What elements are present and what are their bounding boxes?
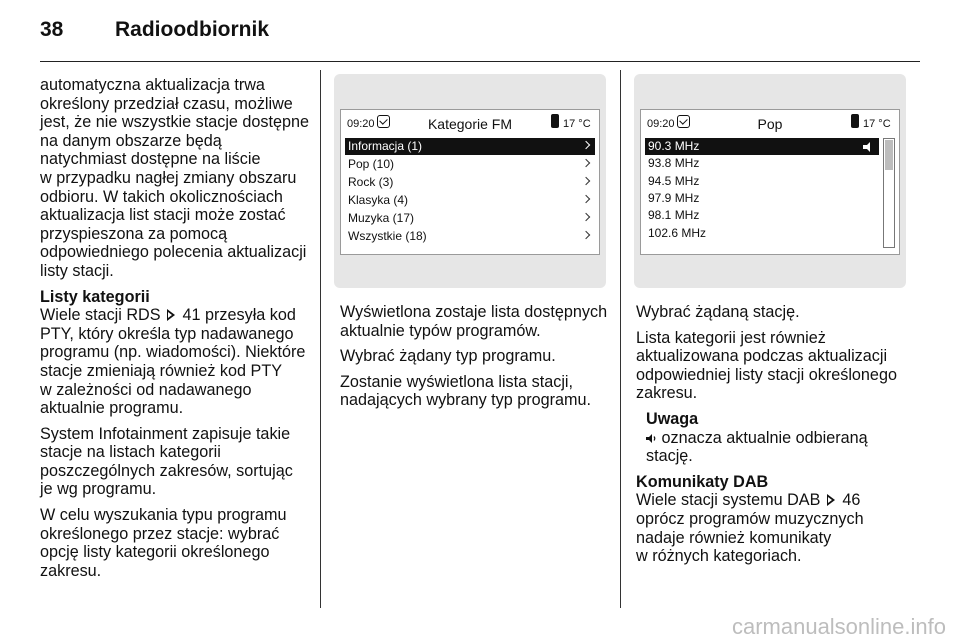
chevron-right-icon: [582, 231, 590, 239]
chevron-right-icon: [582, 177, 590, 185]
speaker-icon: [646, 433, 657, 444]
screen-title: Kategorie FM: [427, 116, 513, 132]
chevron-right-icon: [582, 159, 590, 167]
status-bar: [341, 110, 599, 136]
temperature: 17 °C: [563, 118, 591, 130]
radio-display-pop-stations: [640, 109, 900, 255]
scrollbar[interactable]: [883, 138, 895, 248]
list-item[interactable]: Klasyka (4): [345, 192, 595, 209]
page-reference-arrow-icon: [167, 309, 176, 321]
header-rule: [40, 61, 920, 62]
note-box: Uwaga oznacza aktualnie odbieraną stację.: [636, 410, 916, 466]
list-item[interactable]: Rock (3): [345, 174, 595, 191]
status-bar: [641, 110, 899, 136]
column-1: [40, 76, 312, 587]
temperature: 17 °C: [863, 118, 891, 130]
list-item[interactable]: 102.6 MHz: [648, 226, 707, 240]
column-3: Wybrać żądaną stację. Lista kategorii jest również aktualizowana podczas aktualizacji odpowiedniej listy stacji określonego zakresu. Uwaga oznacza aktualnie odbieraną stację. Komunikaty DAB Wiele stacji systemu DAB 46 oprócz programów muzycznych nadaje również komunikaty w różnych kategoriach.: [636, 303, 916, 573]
list-item[interactable]: 93.8 MHz: [648, 156, 700, 170]
paragraph-category-lists: Listy kategorii Wiele stacji RDS 41 przesyła kod PTY, który określa typ nadawanego programu (np. wiadomości). Niektóre stacje zmieniają również kod PTY w zależności od nadawanego aktualnie programu.: [40, 288, 312, 418]
thermometer-icon: [851, 114, 859, 128]
column-divider-2: [620, 70, 621, 608]
heading-dab-messages: Komunikaty DAB: [636, 472, 769, 491]
scrollbar-thumb[interactable]: [885, 140, 893, 170]
clock: 09:20: [347, 118, 375, 130]
chevron-right-icon: [582, 141, 590, 149]
list-item[interactable]: 90.3 MHz: [645, 138, 879, 155]
list-item[interactable]: Pop (10): [345, 156, 595, 173]
page-number: 38: [40, 18, 64, 41]
list-item[interactable]: Informacja (1): [345, 138, 595, 155]
page-reference-link[interactable]: 41 przesyła kod: [182, 306, 296, 325]
screen-image-pop-stations: [634, 74, 906, 288]
section-title: Radioodbiornik: [115, 18, 269, 41]
speaker-icon: [863, 142, 873, 152]
chevron-right-icon: [582, 213, 590, 221]
list-item[interactable]: 94.5 MHz: [648, 174, 700, 188]
paragraph-search-program: W celu wyszukania typu programu określonego przez stacje: wybrać opcję listy kategorii określonego zakresu.: [40, 506, 287, 580]
radio-display-fm-categories: [340, 109, 600, 255]
screen-title: Pop: [757, 116, 783, 132]
note-heading: Uwaga: [646, 409, 699, 428]
column-2: Wyświetlona zostaje lista dostępnych aktualnie typów programów. Wybrać żądany typ programu. Zostanie wyświetlona lista stacji, nadających wybrany typ programu.: [340, 303, 608, 410]
watermark: carmanualsonline.info: [731, 614, 946, 639]
list-item[interactable]: 97.9 MHz: [648, 191, 700, 205]
page-reference-link[interactable]: 46: [842, 491, 861, 510]
chevron-right-icon: [582, 195, 590, 203]
clock: 09:20: [647, 118, 675, 130]
list-item[interactable]: Wszystkie (18): [345, 228, 595, 245]
heading-category-lists: Listy kategorii: [40, 287, 150, 306]
column-divider-1: [320, 70, 321, 608]
list-item[interactable]: Muzyka (17): [345, 210, 595, 227]
thermometer-icon: [551, 114, 559, 128]
list-item[interactable]: 98.1 MHz: [648, 208, 700, 222]
page-reference-arrow-icon: [827, 494, 836, 506]
paragraph-auto-update: automatyczna aktualizacja trwa określony przedział czasu, możliwe jest, że nie wszystkie stacje dostępne na danym obszarze będą natychmiast dostępne na liście w przypadku nagłej zmiany obszaru odbioru. W takich okolicznościach aktualizacja list stacji może zostać przyspieszona za pomocą odpowiedniego polecenia aktualizacji listy stacji.: [40, 76, 310, 280]
paragraph-infotainment: System Infotainment zapisuje takie stacje na listach kategorii poszczególnych zakresów, sortując je wg programu.: [40, 424, 293, 499]
screen-image-fm-categories: [334, 74, 606, 288]
